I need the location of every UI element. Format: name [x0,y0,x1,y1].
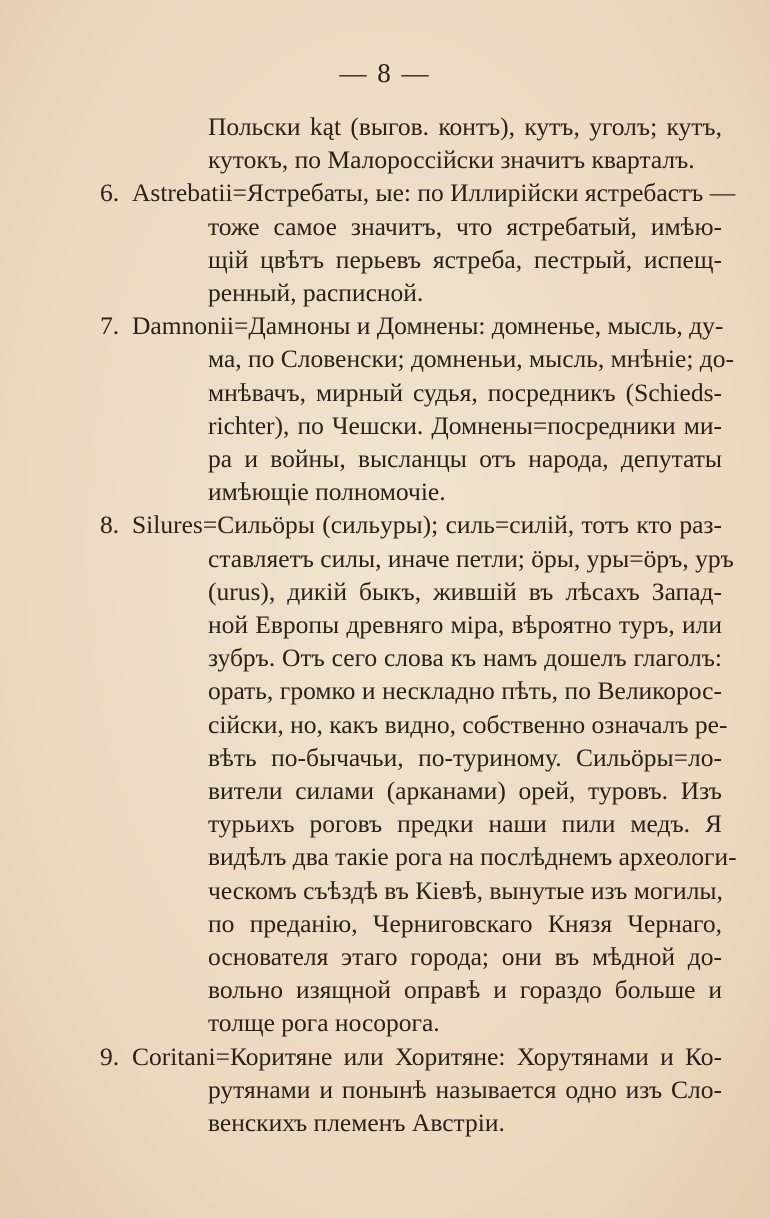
text-line: вители силами (арканами) орей, туровъ. Изъ [208,776,722,806]
text-line: сійски, но, какъ видно, собственно означалъ ре- [208,709,728,739]
text-line: венскихъ племенъ Австріи. [208,1108,505,1138]
entry-number: 8. [100,510,120,540]
text-line: ческомъ съѣздѣ въ Кіевѣ, вынутые изъ могилы, [208,875,723,905]
text-line: мнѣвачъ, мирный судья, посредникъ (Schieds- [208,377,722,407]
text-line: Coritani=Коритяне или Хоритяне: Хорутянами и Ко- [132,1041,722,1071]
entry-8 [100,508,737,1039]
page-text [100,110,737,1139]
text-line: орать, громко и нескладно пѣть, по Великорос- [208,676,722,706]
text-line: по преданію, Черниговскаго Князя Чернаго, [208,908,722,938]
text-line: зубръ. Отъ сего слова къ намъ дошелъ глаголъ: [208,643,722,673]
text-line: тоже самое значитъ, что ястребатый, имѣю- [208,211,722,241]
text-line: Astrebatii=Ястребаты, ые: по Иллирійски ястребастъ — [132,178,736,208]
text-line: рутянами и понынѣ называется одно изъ Сло- [208,1074,722,1104]
text-line: толще рога носорога. [208,1008,440,1038]
text-line: основателя этаго города; они въ мѣдной до- [208,942,722,972]
text-line: ренный, расписной. [208,278,424,308]
text-line: Silures=Сильӧры (сильуры); силь=силій, тотъ кто раз- [132,510,722,540]
entry-number: 6. [100,178,120,208]
entry-7 [100,309,735,508]
entry-6 [100,176,736,309]
text-line: ра и войны, высланцы отъ народа, депутаты [208,444,722,474]
text-line: Польски kąt (выгов. контъ), кутъ, уголъ; кутъ, [208,112,722,141]
continuation-paragraph [100,110,722,176]
text-line: richter), по Чешски. Домнены=посредники ми- [208,410,722,440]
text-line: турьихъ роговъ предки наши пили медъ. Я [208,809,722,839]
text-line: кутокъ, по Малороссійски значитъ кварталъ. [208,145,695,175]
text-line: вѣть по-бычачьи, по-туриному. Сильӧры=ло- [208,742,722,772]
text-line: имѣющіе полномочіе. [208,477,446,507]
text-line: (urus), дикій быкъ, жившій въ лѣсахъ Запад- [208,576,722,606]
entry-9 [100,1040,722,1140]
text-line: вольно изящной оправѣ и гораздо больше и [208,975,722,1005]
text-line: видѣлъ два такіе рога на послѣднемъ археологи- [208,842,737,872]
text-line: ной Европы древняго міра, вѣроятно туръ, или [208,610,722,640]
entry-number: 9. [100,1041,120,1071]
page-number: — 8 — [339,58,431,88]
text-line: ставляетъ силы, иначе петли; ӧры, уры=ӧръ, уръ [208,543,734,573]
text-line: щій цвѣтъ перьевъ ястреба, пестрый, испещ- [208,244,722,274]
text-line: ма, по Словенски; домненьи, мысль, мнѣніе; до- [208,344,735,374]
text-line: Damnonii=Дамноны и Домнены: домненье, мысль, ду- [132,311,724,341]
entry-number: 7. [100,311,120,341]
